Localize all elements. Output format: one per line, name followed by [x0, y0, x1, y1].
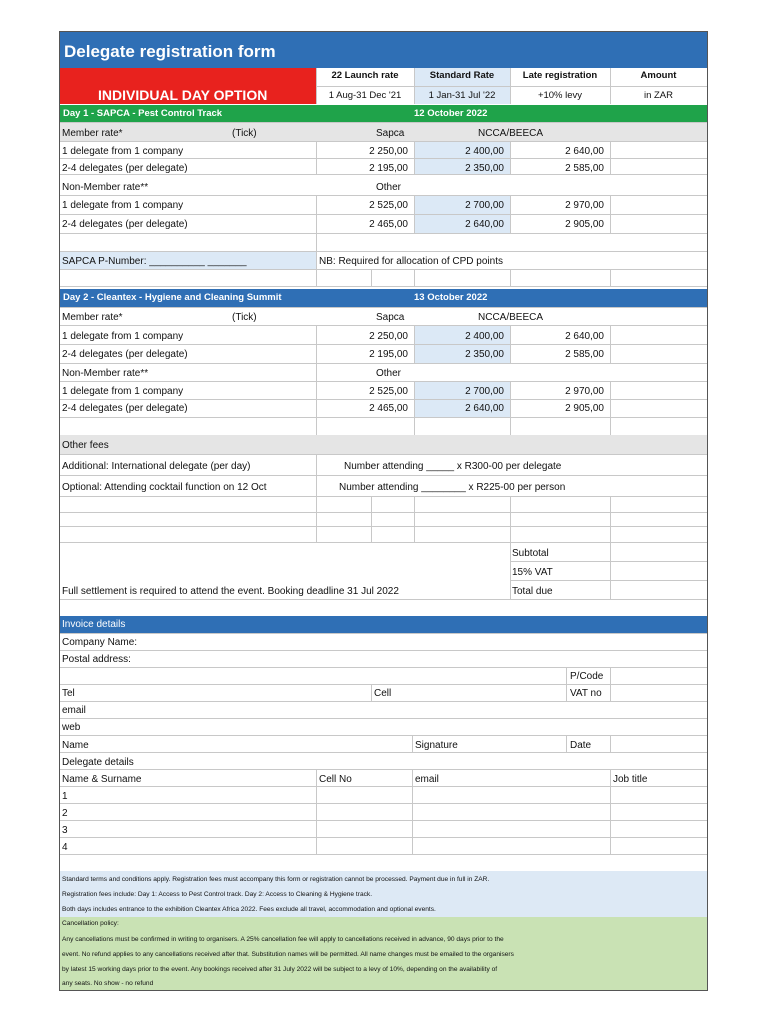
day2-tick-label: (Tick) [232, 312, 257, 323]
day2-row2-late: 2 585,00 [565, 349, 604, 360]
day2-ncca-label: NCCA/BEECA [478, 312, 544, 323]
day2-date: 13 October 2022 [414, 292, 488, 303]
day2-nm-row1-label: 1 delegate from 1 company [62, 386, 184, 397]
day2-row1-launch: 2 250,00 [369, 331, 408, 342]
day1-sapca-label: Sapca [376, 128, 405, 139]
cancellation-line-1: Cancellation policy: [62, 920, 119, 927]
day2-row1-label: 1 delegate from 1 company [62, 331, 184, 342]
standard-rate-header: Standard Rate [429, 70, 495, 81]
registration-form [59, 31, 708, 991]
day2-row1-standard: 2 400,00 [465, 331, 504, 342]
delegate-header-cell: Cell No [319, 774, 352, 785]
day2-row2-standard: 2 350,00 [465, 349, 504, 360]
optional-fee-note[interactable]: Number attending ________ x R225-00 per person [339, 482, 566, 493]
cancellation-policy-block [60, 917, 707, 990]
day1-nm-row1-launch: 2 525,00 [369, 200, 408, 211]
total-due-label: Total due [512, 586, 553, 597]
vat-no-label: VAT no [570, 688, 602, 699]
day1-row1-late: 2 640,00 [565, 146, 604, 157]
day2-nm-row1-launch: 2 525,00 [369, 386, 408, 397]
web-label: web [62, 722, 81, 733]
day1-row2-late: 2 585,00 [565, 163, 604, 174]
day2-title: Day 2 - Cleantex - Hygiene and Cleaning Summit [63, 292, 282, 303]
day1-row2-label: 2-4 delegates (per delegate) [62, 163, 188, 174]
option-label-cell [60, 68, 316, 104]
vat-amount[interactable] [610, 561, 707, 580]
day2-header-bar [60, 289, 707, 307]
cancellation-line-5: any seats. No show - no refund [62, 980, 154, 987]
vat-no-field[interactable] [610, 684, 707, 701]
delegate-row-2[interactable]: 2 [62, 808, 68, 819]
day1-date: 12 October 2022 [414, 108, 488, 119]
day1-nm-row2-late: 2 905,00 [565, 219, 604, 230]
name-label: Name [62, 740, 89, 751]
delegate-header-name: Name & Surname [62, 774, 142, 785]
day1-nonmember-label: Non-Member rate** [62, 182, 149, 193]
day1-ncca-label: NCCA/BEECA [478, 128, 544, 139]
cancellation-line-3: event. No refund applies to any cancellations received after that. Substitution names will be permitted. All name changes must be emailed to the organisers [62, 951, 514, 958]
day1-nm-row2-standard: 2 640,00 [465, 219, 504, 230]
option-label: INDIVIDUAL DAY OPTION [98, 87, 268, 103]
day2-sapca-label: Sapca [376, 312, 405, 323]
form-title: Delegate registration form [64, 42, 276, 61]
day1-nm-row2-label: 2-4 delegates (per delegate) [62, 219, 188, 230]
email-field[interactable] [100, 701, 707, 718]
cell-field[interactable] [400, 684, 565, 701]
day2-other-label: Other [376, 368, 402, 379]
tel-label: Tel [62, 688, 75, 699]
delegate-row-3[interactable]: 3 [62, 825, 68, 836]
day1-header-bar [60, 105, 707, 122]
day1-nm-row2-launch: 2 465,00 [369, 219, 408, 230]
day2-row2-label: 2-4 delegates (per delegate) [62, 349, 188, 360]
optional-fee-label: Optional: Attending cocktail function on 12 Oct [62, 482, 267, 493]
terms-line-2: Registration fees include: Day 1: Access to Pest Control track. Day 2: Access to Cleaning & Hygiene track. [62, 891, 373, 898]
postal-address-label: Postal address: [62, 654, 131, 665]
web-field[interactable] [100, 718, 707, 735]
day2-nm-row2-late: 2 905,00 [565, 403, 604, 414]
date-label: Date [570, 740, 592, 751]
delegate-details-title: Delegate details [62, 757, 134, 768]
day2-row1-late: 2 640,00 [565, 331, 604, 342]
day1-row1-label: 1 delegate from 1 company [62, 146, 184, 157]
additional-fee-note[interactable]: Number attending _____ x R300-00 per delegate [344, 461, 562, 472]
day1-title: Day 1 - SAPCA - Pest Control Track [63, 108, 223, 119]
cancellation-line-2: Any cancellations must be confirmed in writing to organisers. A 25% cancellation fee will apply to cancellations received in advance, 90 days prior to the [62, 936, 504, 943]
day2-nm-row2-label: 2-4 delegates (per delegate) [62, 403, 188, 414]
day1-row2-launch: 2 195,00 [369, 163, 408, 174]
delegate-row-1[interactable]: 1 [62, 791, 68, 802]
day1-nm-row1-label: 1 delegate from 1 company [62, 200, 184, 211]
day1-nm-row1-standard: 2 700,00 [465, 200, 504, 211]
amount-units: in ZAR [643, 90, 674, 101]
vat-label: 15% VAT [512, 567, 553, 578]
day2-nm-row1-standard: 2 700,00 [465, 386, 504, 397]
day1-row2-standard: 2 350,00 [465, 163, 504, 174]
pcode-label: P/Code [570, 671, 604, 682]
day2-nm-row1-late: 2 970,00 [565, 386, 604, 397]
pcode-field[interactable] [610, 667, 707, 684]
launch-rate-header: 22 Launch rate [331, 70, 399, 81]
day1-row1-launch: 2 250,00 [369, 146, 408, 157]
tel-field[interactable] [90, 684, 370, 701]
signature-label: Signature [415, 740, 458, 751]
delegate-header-jobtitle: Job title [613, 774, 648, 785]
day2-nm-row2-standard: 2 640,00 [465, 403, 504, 414]
cancellation-line-4: by latest 15 working days prior to the event. Any bookings received after 31 July 2022 will be subject to a levy of 10%, depending on the availability of [62, 966, 498, 973]
day2-nonmember-label: Non-Member rate** [62, 368, 149, 379]
postal-address-field[interactable] [150, 650, 707, 667]
day2-row2-launch: 2 195,00 [369, 349, 408, 360]
subtotal-amount[interactable] [610, 542, 707, 561]
sapca-pnumber-field[interactable]: SAPCA P-Number: __________ _______ [62, 256, 247, 267]
day1-tick-label: (Tick) [232, 128, 257, 139]
amount-header: Amount [640, 70, 677, 81]
other-fees-title: Other fees [62, 440, 109, 451]
terms-block [60, 871, 707, 917]
cpd-note: NB: Required for allocation of CPD points [319, 256, 503, 267]
invoice-details-title: Invoice details [62, 619, 126, 630]
day1-row1-standard: 2 400,00 [465, 146, 504, 157]
company-name-label: Company Name: [62, 637, 138, 648]
email-label: email [62, 705, 86, 716]
standard-rate-dates: 1 Jan-31 Jul '22 [428, 90, 496, 101]
late-registration-header: Late registration [522, 70, 598, 81]
cell-label: Cell [374, 688, 392, 699]
day2-member-label: Member rate* [62, 312, 123, 323]
day1-member-label: Member rate* [62, 128, 123, 139]
total-due-amount[interactable] [610, 580, 707, 599]
day1-nm-row1-late: 2 970,00 [565, 200, 604, 211]
subtotal-label: Subtotal [512, 548, 549, 559]
terms-line-3: Both days includes entrance to the exhibition Cleantex Africa 2022. Fees exclude all travel, accommodation and optional events. [62, 906, 436, 913]
launch-rate-dates: 1 Aug-31 Dec '21 [328, 90, 402, 101]
additional-fee-label: Additional: International delegate (per day) [62, 461, 251, 472]
late-registration-dates: +10% levy [537, 90, 583, 101]
company-name-field[interactable] [150, 633, 707, 650]
form-title-bar [60, 32, 707, 68]
settlement-note: Full settlement is required to attend the event. Booking deadline 31 Jul 2022 [62, 586, 399, 597]
terms-line-1: Standard terms and conditions apply. Registration fees must accompany this form or registration cannot be processed. Payment due in full in ZAR. [62, 876, 490, 883]
other-fees-bar [60, 435, 707, 454]
day2-nm-row2-launch: 2 465,00 [369, 403, 408, 414]
day1-other-label: Other [376, 182, 402, 193]
delegate-row-4[interactable]: 4 [62, 842, 68, 853]
invoice-details-bar [60, 616, 707, 633]
delegate-header-email: email [415, 774, 439, 785]
